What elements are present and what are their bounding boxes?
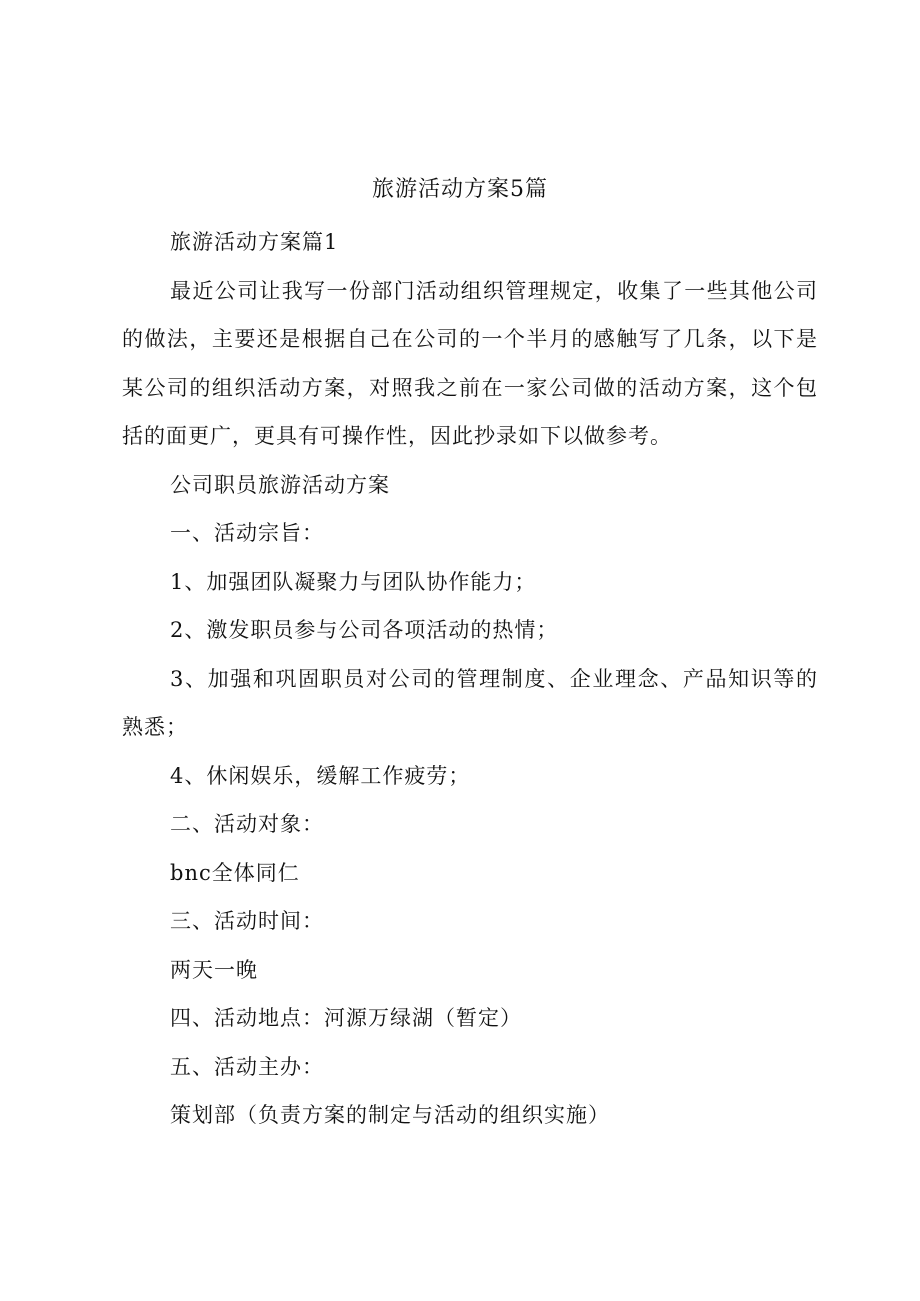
location-line: 四、活动地点：河源万绿湖（暂定） [170,1006,522,1030]
audience-value: bnc全体同仁 [170,860,300,885]
purpose-item-3: 3、加强和巩固职员对公司的管理制度、企业理念、产品知识等的熟悉； [122,666,818,739]
document-title: 旅游活动方案5篇 [372,177,548,202]
purpose-item-2: 2、激发职员参与公司各项活动的热情； [170,618,559,642]
section-heading-part-1: 旅游活动方案篇1 [170,230,339,254]
purpose-item-4: 4、休闲娱乐，缓解工作疲劳； [170,763,471,788]
purpose-heading: 一、活动宗旨： [170,521,324,545]
organizer-heading: 五、活动主办： [170,1054,324,1079]
intro-paragraph: 最近公司让我写一份部门活动组织管理规定，收集了一些其他公司的做法，主要还是根据自己在公司的一个半月的感触写了几条，以下是某公司的组织活动方案，对照我之前在一家公司做的活动方案，这个包括的面更广，更具有可操作性，因此抄录如下以做参考。 [122,278,818,448]
purpose-item-1: 1、加强团队凝聚力与团队协作能力； [170,569,537,594]
time-heading: 三、活动时间： [170,909,324,933]
document-body [122,218,818,1140]
time-value: 两天一晚 [170,957,258,982]
plan-heading: 公司职员旅游活动方案 [170,472,390,497]
audience-heading: 二、活动对象： [170,812,324,836]
organizer-value: 策划部（负责方案的制定与活动的组织实施） [170,1103,610,1127]
